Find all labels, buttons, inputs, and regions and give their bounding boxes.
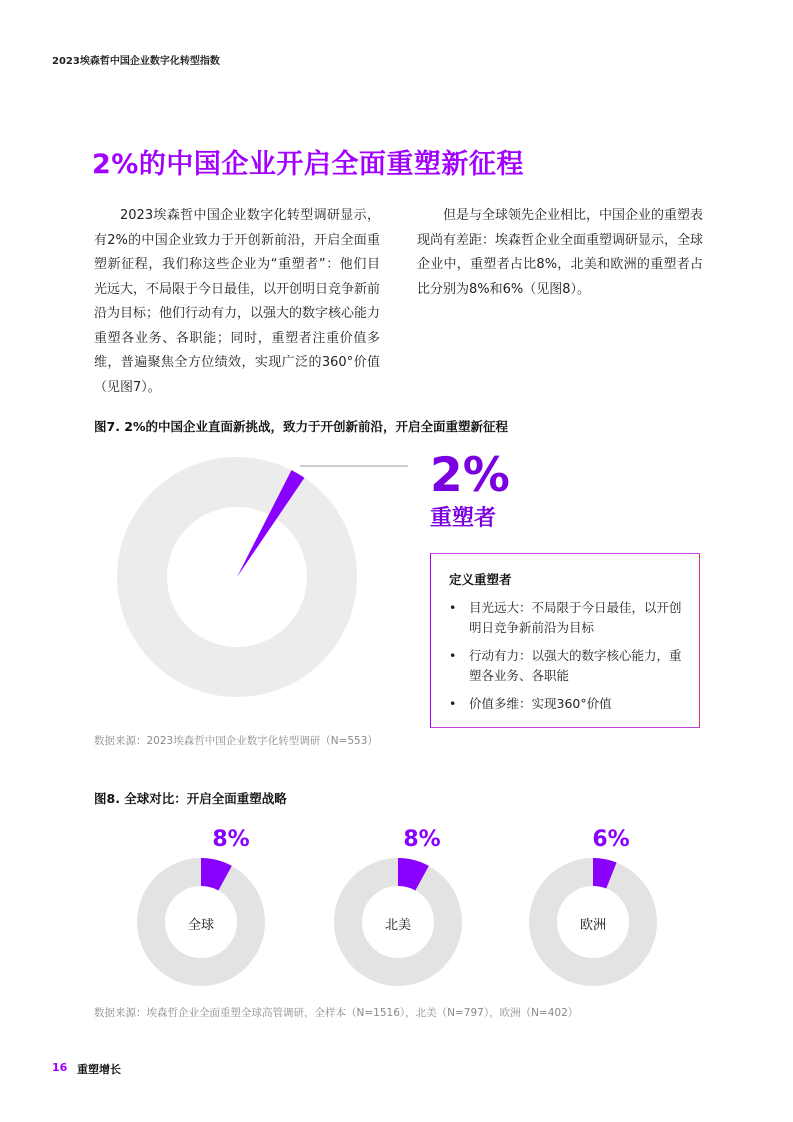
figure8-source: 数据来源：埃森哲企业全面重塑全球高管调研，全样本（N=1516），北美（N=797），欧洲（N=402）	[94, 1007, 579, 1019]
footer-section-title: 重塑增长	[77, 1063, 121, 1076]
figure7-donut-chart	[100, 450, 410, 720]
reshaper-label: 重塑者	[430, 506, 497, 531]
definition-title: 定义重塑者	[449, 572, 512, 587]
donut-label-north-america: 北美	[384, 918, 411, 933]
donut-value-europe: 6%	[592, 827, 630, 852]
body-paragraph-left: 2023埃森哲中国企业数字化转型调研显示，有2%的中国企业致力于开创新前沿，开启全面重塑新征程，我们称这些企业为“重塑者”：他们目光远大，不局限于今日最佳，以开创明日竞争新前沿为目标；他们行动有力，以强大的数字核心能力重塑各业务、各职能；同时，重塑者注重价值多维，普遍聚焦全方位绩效，实现广泛的360°价值（见图7）。	[94, 208, 381, 395]
body-paragraph-right: 但是与全球领先企业相比，中国企业的重塑表现尚有差距：埃森哲企业全面重塑调研显示，全球企业中，重塑者占比8%，北美和欧洲的重塑者占比分别为8%和6%（见图8）。	[417, 208, 704, 297]
reshaper-percent: 2%	[430, 448, 510, 503]
definition-item: • 行动有力：以强大的数字核心能力，重塑各业务、各职能	[449, 646, 685, 685]
page-title: 2%的中国企业开启全面重塑新征程	[92, 149, 524, 180]
figure8-title: 图8. 全球对比：开启全面重塑战略	[94, 791, 287, 806]
donut-label-europe: 欧洲	[579, 918, 606, 933]
figure7-title: 图7. 2%的中国企业直面新挑战，致力于开创新前沿，开启全面重塑新征程	[94, 419, 509, 434]
page-number: 16	[52, 1061, 68, 1074]
donut-value-global: 8%	[212, 827, 250, 852]
definition-list	[449, 598, 685, 714]
definition-box	[430, 553, 700, 728]
donut-label-global: 全球	[187, 918, 214, 933]
figure7-source: 数据来源：2023埃森哲中国企业数字化转型调研（N=553）	[94, 735, 378, 747]
report-header: 2023埃森哲中国企业数字化转型指数	[52, 56, 220, 67]
definition-item: • 目光远大：不局限于今日最佳，以开创明日竞争新前沿为目标	[449, 598, 685, 637]
donut-value-north-america: 8%	[403, 827, 441, 852]
definition-item: • 价值多维：实现360°价值	[449, 694, 685, 714]
